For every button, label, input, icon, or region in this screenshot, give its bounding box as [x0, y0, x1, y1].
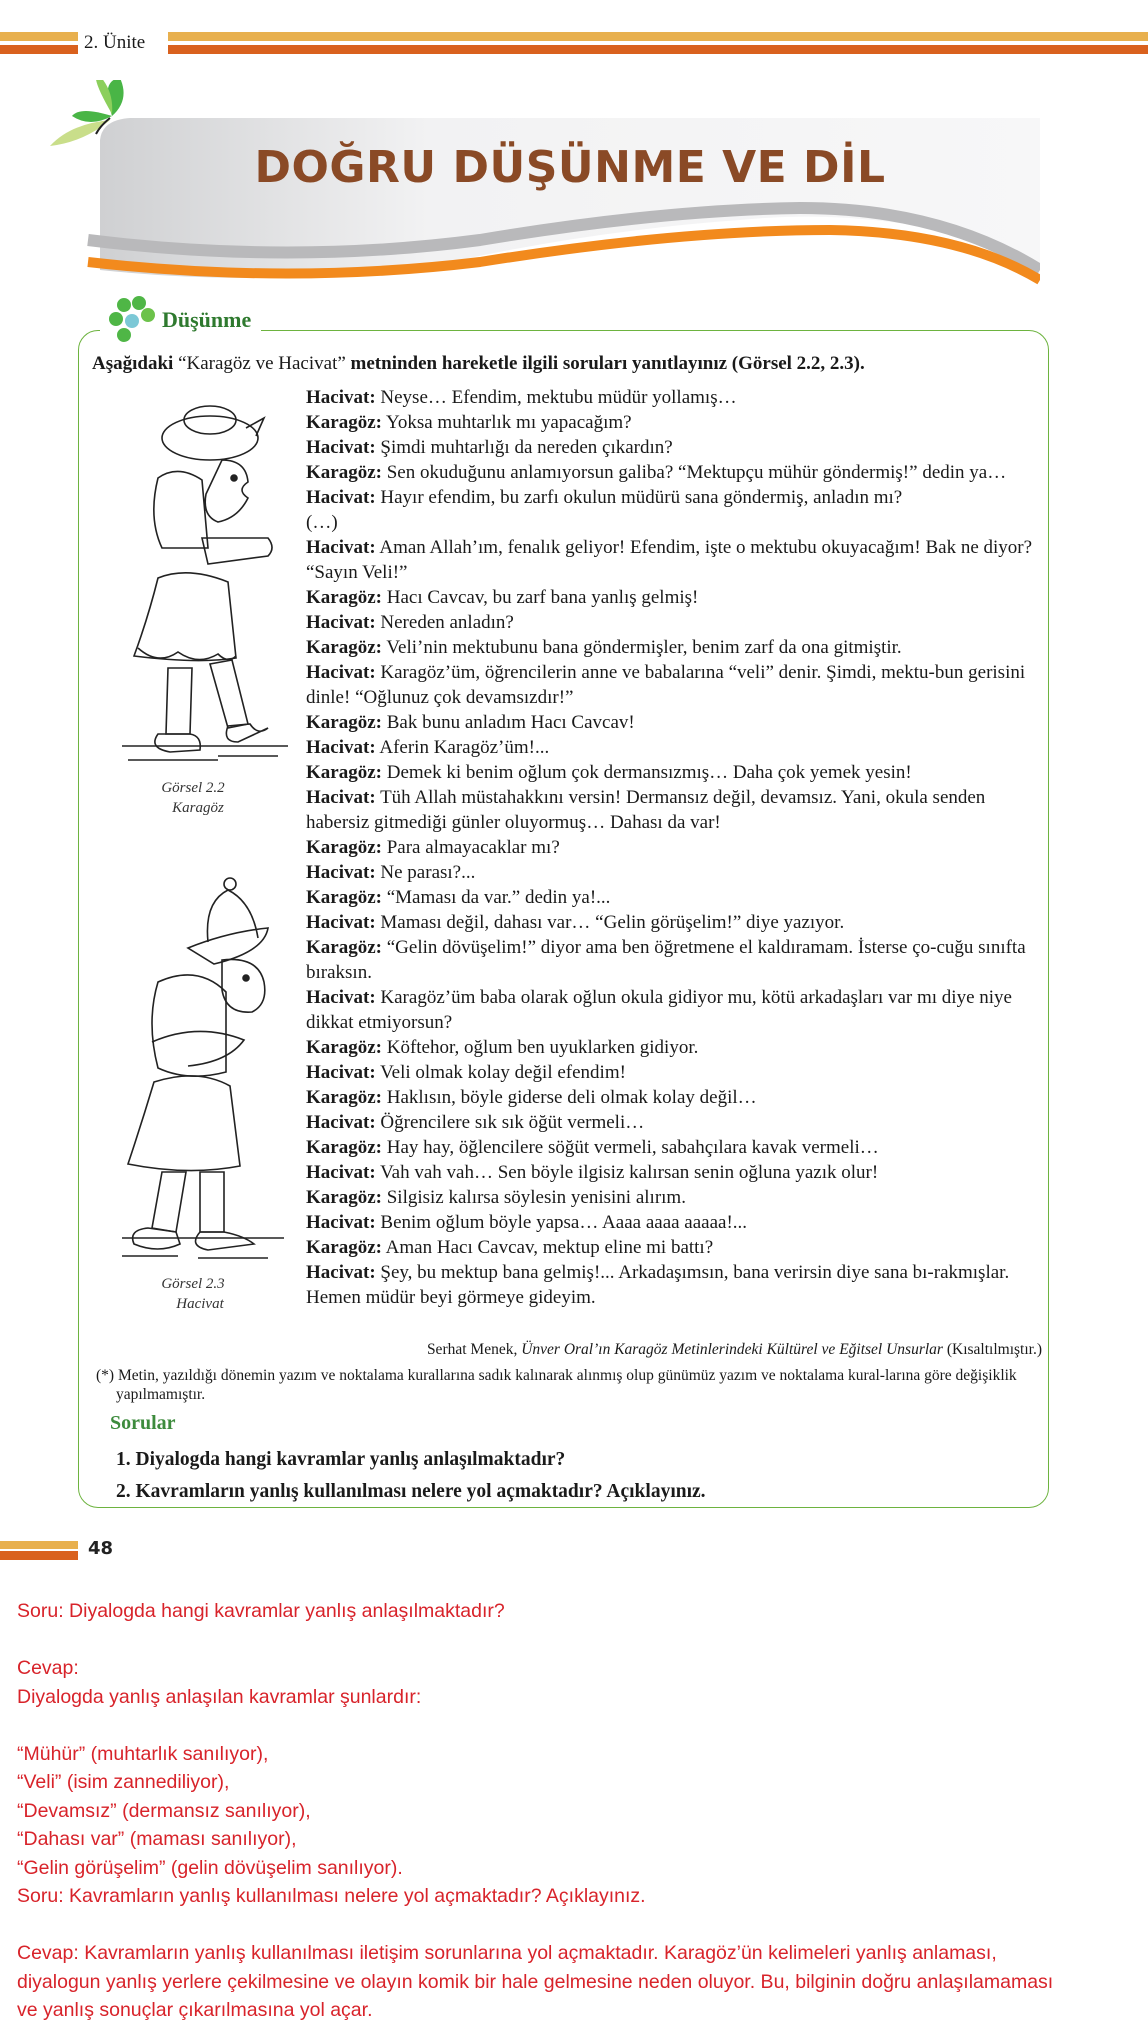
dialogue-text: Veli olmak kolay değil efendim!	[375, 1062, 626, 1083]
dialogue-text: Karagöz’üm, öğrencilerin anne ve babalarına “veli” denir. Şimdi, mektu-bun gerisini dinle! “Oğlunuz çok devamsızdır!”	[306, 662, 1026, 708]
dialogue-text: “Maması da var.” dedin ya!...	[381, 887, 611, 908]
question-item: 2. Kavramların yanlış kullanılması nelere yol açmaktadır? Açıklayınız.	[116, 1481, 706, 1502]
dialogue-text: Aferin Karagöz’üm!...	[375, 737, 550, 758]
speaker-name: Hacivat:	[306, 1162, 376, 1183]
speaker-name: Hacivat:	[306, 1062, 376, 1083]
dialogue-line	[306, 1060, 1041, 1085]
page-number: 48	[88, 1538, 114, 1559]
dialogue-text: Bak bunu anladım Hacı Cavcav!	[381, 712, 635, 733]
page-footer	[0, 1538, 200, 1562]
dialogue-line	[306, 1085, 1041, 1110]
dialogue-text: Şimdi muhtarlığı da nereden çıkardın?	[375, 437, 673, 458]
speaker-name: Hacivat:	[306, 737, 376, 758]
dialogue-text: Tüh Allah müstahakkını versin! Dermansız değil, devamsız. Yani, okula senden habersiz gitmediği günler oluyormuş… Dahası da var!	[306, 787, 986, 833]
dialogue-line	[306, 610, 1041, 635]
speaker-name: Karagöz:	[306, 412, 382, 433]
answer-line: Diyalogda yanlış anlaşılan kavramlar şunlardır:	[17, 1685, 422, 1708]
title-banner	[40, 80, 1040, 290]
speaker-name: Hacivat:	[306, 987, 376, 1008]
speaker-name: Karagöz:	[306, 1037, 382, 1058]
dialogue-text: Nereden anladın?	[375, 612, 514, 633]
flower-icon	[106, 295, 158, 345]
dialogue-line	[306, 785, 1041, 835]
dialogue-line	[306, 1235, 1041, 1260]
speaker-name: Hacivat:	[306, 662, 376, 683]
speaker-name: Hacivat:	[306, 387, 376, 408]
speaker-name: Karagöz:	[306, 887, 382, 908]
answers-section	[17, 1597, 1137, 2025]
speaker-name: Hacivat:	[306, 1262, 376, 1283]
dialogue-text: Şey, bu mektup bana gelmiş!... Arkadaşımsın, bana verirsin diye sana bı-rakmışlar. Hemen müdür beyi görmeye gideyim.	[306, 1262, 1010, 1308]
dialogue-text: Ne parası?...	[375, 862, 476, 883]
answer-line: “Veli” (isim zannediliyor),	[17, 1771, 230, 1793]
speaker-name: Hacivat:	[306, 862, 376, 883]
thinking-title: Düşünme	[162, 307, 252, 332]
answer-line: “Mühür” (muhtarlık sanılıyor),	[17, 1742, 269, 1765]
footnote: (*) Metin, yazıldığı dönemin yazım ve noktalama kurallarına sadık kalınarak alınmış olup günümüz yazım ve noktalama kural-larına göre değişiklik yapılmamıştır.	[96, 1367, 1017, 1403]
unit-header	[0, 30, 1148, 56]
figure-caption-hacivat: Görsel 2.3 Hacivat	[161, 1276, 225, 1312]
figure-caption-karagoz: Görsel 2.2 Karagöz	[161, 780, 225, 816]
dialogue-line	[306, 1185, 1041, 1210]
speaker-name: Karagöz:	[306, 937, 382, 958]
question-item: 1. Diyalogda hangi kavramlar yanlış anlaşılmaktadır?	[116, 1449, 566, 1470]
instruction-text	[92, 352, 1042, 376]
dialogue-line	[306, 1210, 1041, 1235]
answer-line	[17, 1911, 1137, 1940]
answer-line: Cevap: Kavramların yanlış kullanılması iletişim sorunlarına yol açmaktadır. Karagöz’ün kelimeleri yanlış anlaması,	[17, 1942, 997, 1964]
footer-bar-dark	[0, 1551, 78, 1560]
dialogue-text: Hacı Cavcav, bu zarf bana yanlış gelmiş!	[381, 587, 699, 608]
speaker-name: Hacivat:	[306, 612, 376, 633]
thinking-header	[100, 295, 261, 345]
dialogue-line	[306, 410, 1041, 435]
speaker-name: Hacivat:	[306, 787, 376, 808]
dialogue-text: Demek ki benim oğlum çok dermansızmış… Daha çok yemek yesin!	[381, 762, 912, 783]
dialogue-line	[306, 635, 1041, 660]
answer-line: “Devamsız” (dermansız sanılıyor),	[17, 1799, 311, 1822]
speaker-name: Karagöz:	[306, 712, 382, 733]
dialogue-text: “Gelin dövüşelim!” diyor ama ben öğretmene el kaldıramam. İsterse ço-cuğu sınıfta bıraksın.	[306, 937, 1026, 983]
dialogue-text: Hayır efendim, bu zarfı okulun müdürü sana göndermiş, anladın mı?	[375, 487, 903, 508]
dialogue-line	[306, 910, 1041, 935]
dialogue-line	[306, 460, 1041, 485]
dialogue-line	[306, 1110, 1041, 1135]
dialogue-line	[306, 435, 1041, 460]
dialogue-text: Silgisiz kalırsa söylesin yenisini alırım.	[381, 1187, 686, 1208]
dialogue-text	[306, 385, 1041, 1310]
speaker-name: Karagöz:	[306, 762, 382, 783]
speaker-name: Karagöz:	[306, 837, 382, 858]
questions-list	[116, 1444, 1036, 1508]
dialogue-line	[306, 1260, 1041, 1310]
dialogue-text: Karagöz’üm baba olarak oğlun okula gidiyor mu, kötü arkadaşları var mı diye niye dikkat etmiyorsun?	[306, 987, 1012, 1033]
header-bar-light	[0, 32, 78, 41]
header-bar-dark	[0, 45, 78, 54]
dialogue-line	[306, 585, 1041, 610]
speaker-name: Karagöz:	[306, 637, 382, 658]
dialogue-line	[306, 885, 1041, 910]
dialogue-line	[306, 735, 1041, 760]
speaker-name: Karagöz:	[306, 1137, 382, 1158]
instruction-quote: “Karagöz ve Hacivat”	[173, 353, 351, 374]
dialogue-text: Haklısın, böyle giderse deli olmak kolay değil…	[381, 1087, 757, 1108]
hacivat-illustration	[118, 872, 288, 1262]
dialogue-text: Öğrencilere sık sık öğüt vermeli…	[375, 1112, 645, 1133]
answer-line: “Dahası var” (maması sanılıyor),	[17, 1828, 297, 1850]
speaker-name: Hacivat:	[306, 1212, 376, 1233]
dialogue-text: Sen okuduğunu anlamıyorsun galiba? “Mektupçu mühür göndermiş!” dedin ya…	[381, 462, 1007, 483]
dialogue-text: Aman Hacı Cavcav, mektup eline mi battı?	[381, 1237, 714, 1258]
questions-title: Sorular	[110, 1412, 176, 1434]
header-bar-light	[168, 32, 1148, 41]
dialogue-text: Hay hay, öğlencilere söğüt vermeli, sabahçılara kavak vermeli…	[381, 1137, 879, 1158]
speaker-name: Karagöz:	[306, 462, 382, 483]
speaker-name: Hacivat:	[306, 437, 376, 458]
speaker-name: Karagöz:	[306, 1087, 382, 1108]
source-citation: Serhat Menek, Ünver Oral’ın Karagöz Metinlerindeki Kültürel ve Eğitsel Unsurlar (Kısaltılmıştır.)	[426, 1341, 1042, 1358]
dialogue-line	[306, 510, 1041, 535]
dialogue-text: Yoksa muhtarlık mı yapacağım?	[381, 412, 632, 433]
dialogue-text: Neyse… Efendim, mektubu müdür yollamış…	[375, 387, 737, 408]
instruction-bold: metninden hareketle ilgili soruları yanıtlayınız (Görsel 2.2, 2.3).	[350, 353, 865, 374]
dialogue-line	[306, 485, 1041, 510]
answer-line: Soru: Kavramların yanlış kullanılması nelere yol açmaktadır? Açıklayınız.	[17, 1885, 646, 1907]
speaker-name: Hacivat:	[306, 1112, 376, 1133]
dialogue-line	[306, 535, 1041, 585]
speaker-name: Hacivat:	[306, 537, 376, 558]
answer-line	[17, 1711, 1137, 1740]
speaker-name: Hacivat:	[306, 487, 376, 508]
dialogue-text: Para almayacaklar mı?	[381, 837, 560, 858]
footer-bar-light	[0, 1541, 78, 1549]
speaker-name: Karagöz:	[306, 1187, 382, 1208]
answer-line: ve yanlış sonuçlar çıkarılmasına yol açar.	[17, 1999, 373, 2021]
answer-line: diyalogun yanlış yerlere çekilmesine ve olayın komik bir hale gelmesine neden oluyor. Bu, bilginin doğru anlaşılamaması	[17, 1970, 1054, 1993]
dialogue-line	[306, 1135, 1041, 1160]
speaker-name: Karagöz:	[306, 587, 382, 608]
dialogue-text: Aman Allah’ım, fenalık geliyor! Efendim, işte o mektubu okuyacağım! Bak ne diyor? “Sayın Veli!”	[306, 537, 1033, 583]
dialogue-line	[306, 1035, 1041, 1060]
dialogue-text: Veli’nin mektubunu bana göndermişler, benim zarf da ona gitmiştir.	[381, 637, 902, 658]
dialogue-text: Vah vah vah… Sen böyle ilgisiz kalırsan senin oğluna yazık olur!	[375, 1162, 879, 1183]
dialogue-line	[306, 710, 1041, 735]
answer-line: “Gelin görüşelim” (gelin dövüşelim sanılıyor).	[17, 1856, 403, 1879]
header-bar-dark	[168, 45, 1148, 54]
dialogue-line	[306, 760, 1041, 785]
dialogue-line	[306, 1160, 1041, 1185]
answer-line: Soru: Diyalogda hangi kavramlar yanlış anlaşılmaktadır?	[17, 1600, 505, 1622]
answer-line	[17, 1626, 1137, 1655]
dialogue-text: (…)	[306, 512, 338, 533]
instruction-bold: Aşağıdaki	[92, 353, 174, 374]
page-title: DOĞRU DÜŞÜNME VE DİL	[254, 142, 886, 193]
karagoz-illustration	[118, 398, 288, 770]
speaker-name: Hacivat:	[306, 912, 376, 933]
dialogue-line	[306, 385, 1041, 410]
speaker-name: Karagöz:	[306, 1237, 382, 1258]
dialogue-line	[306, 860, 1041, 885]
dialogue-line	[306, 935, 1041, 985]
dialogue-line	[306, 835, 1041, 860]
dialogue-line	[306, 985, 1041, 1035]
dialogue-text: Benim oğlum böyle yapsa… Aaaa aaaa aaaaa!...	[375, 1212, 748, 1233]
dialogue-text: Maması değil, dahası var… “Gelin görüşelim!” diye yazıyor.	[375, 912, 845, 933]
answer-line: Cevap:	[17, 1657, 79, 1679]
unit-label: 2. Ünite	[84, 32, 146, 53]
dialogue-line	[306, 660, 1041, 710]
dialogue-text: Köftehor, oğlum ben uyuklarken gidiyor.	[381, 1037, 699, 1058]
